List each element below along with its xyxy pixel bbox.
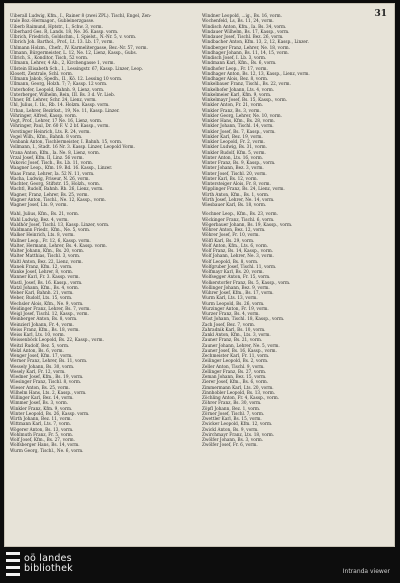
directory-entry: Wagner Anton, Tischl., Ne. 12, Kassp., vorm. <box>10 196 107 202</box>
directory-entry: Wanek Franz, Kfm. 12, vorm. <box>10 263 73 269</box>
directory-entry: Winkler Johann, Tischl. 14, vorm. <box>202 123 274 129</box>
directory-entry: Zinnhobler Leopold, Bs. 13, vorm. <box>202 389 276 395</box>
directory-entry: Wöhrer Josef, Fr. 10, vorm. <box>202 232 260 238</box>
directory-entry: Winkelhofer Johann, Lts. 4, vorm. <box>202 86 275 92</box>
directory-entry: Winter Anton, Lts. 16, vorm. <box>202 154 264 160</box>
directory-entry: Klosett, Zentrale, Schl. vorm. <box>10 70 74 76</box>
directory-entry: Winkler Josef, Bs. 7, Kassp., vorm. <box>202 128 276 134</box>
directory-entry: Wolfgruber Josef, Tischl. 11, vorm. <box>202 263 277 269</box>
directory-entry: Vonbank Anton, Tischlermeister, I. Bahnh. 15, vorm. <box>10 139 123 144</box>
directory-entry: Wolfsberger Hans, Bs. 14, vorm. <box>10 442 80 448</box>
directory-entry: Weinberger Anton, Bs. 8, vorm. <box>10 316 78 322</box>
logo-line-2: bibliothek <box>24 563 73 574</box>
directory-entry: Vöhringer, Paul, Dr. 60 F. V. 2 bf. Kassp., vorm. <box>10 123 110 129</box>
directory-entry: Weinzierl Johann, Fr. 4, vorm. <box>10 321 74 327</box>
directory-entry: Ullmann Jakob, Spedh., II., Kö. 12. Lessing 10 vorm. <box>10 76 123 81</box>
directory-entry: Waldhör Josef, Tischl. 13, Kassp. Linzer, vorm. <box>10 221 110 227</box>
directory-entry: Zankl Anton, Kfm., Lts. 3, vorm. <box>202 332 271 337</box>
directory-entry: Wurm Leopold, Bs. 26, vorm. <box>202 300 265 306</box>
directory-entry: Wimmer Josef, Bs. 3, vorm. <box>10 400 69 406</box>
directory-entry: Ullmann, Lehrer, 4 Ab., 2, Kirchengasse 1, vorm. <box>10 60 115 66</box>
directory-entry: Urban, Lehrer, Bezirkst., 19, Ne. 11, Kassp. Linzer. <box>10 107 120 113</box>
directory-entry: Vrana Anton, Kfm., Ia. Ne. 8, Lienz, vorm. <box>10 149 101 155</box>
directory-entry: Weissenböck Leopold, Bs. 22, Kassp., vorm. <box>10 337 104 343</box>
directory-entry: trale Boz.-Hermagor., Gubleinerzgasse. <box>10 18 95 24</box>
directory-entry: Wittmann Karl, Lts. 7, vorm. <box>10 421 72 427</box>
directory-entry: Wurzer Franz, Bs. 4, vorm. <box>202 311 260 316</box>
directory-entry: Wagner Josef, Lts. 9, vorm. <box>10 202 68 207</box>
directory-entry: Zellinger Franz, Bs. 27, vorm. <box>202 368 267 374</box>
directory-entry: Vogt, Prof., Lehrer, 17 Ne. 16, Lienz, vorm. <box>10 118 103 123</box>
directory-entry: Watzl Johann, Kfm., Bs. 4, vorm. <box>10 284 80 290</box>
directory-entry: Winkler Karl, Bez. 19, vorm. <box>202 133 263 139</box>
directory-entry: Windner Leopold, ...ig., Bs. 16, vorm. <box>202 13 282 18</box>
directory-entry: Windauer Josef, Tischl. Bez. 26, vorm. <box>202 34 284 39</box>
directory-entry: Unterhofer, Leopold, Bahnh. 9, Lienz, vorm. <box>10 86 105 92</box>
directory-entry: Winkelmayr Josef, Bs. 15, Kassp., vorm. <box>202 97 288 102</box>
directory-entry: Windbacher Anton, Kfm. 13, 2, 12, Kassp., Linzer. <box>202 39 309 45</box>
directory-entry: Weiss Franz, Kfm., Bs. 18, vorm. <box>10 326 80 332</box>
library-logo[interactable] <box>6 552 73 576</box>
directory-entry: Wührer Josef, Kfm., Bs. 17, vorm. <box>202 290 274 295</box>
directory-entry: Wahl, Julius, Kfm., Bs. 21, vorm. <box>10 211 80 217</box>
directory-entry: Wipplinger Franz, Bs. 24, Lienz, vorm. <box>202 186 285 192</box>
directory-entry: Weiss Karl, Lts. 10, vorm. <box>10 332 66 337</box>
directory-entry: Wögerbauer Johann, Bs. 19, Kassp., vorm. <box>202 221 293 227</box>
directory-entry: Ullstein Elisabeth Sch., I., Lessingstr. 67, Kassp. Linzer, Leop. <box>10 65 144 71</box>
directory-entry: Zimmermann Karl, Lts. 20, vorm. <box>202 384 274 390</box>
directory-entry: Wechsler Alois, Kfm., Ne. 9, vorm. <box>10 300 84 306</box>
directory-entry: Wachter, Georg, Stiftstr. 15, Holzh., vorm. <box>10 181 101 186</box>
directory-entry: Zwölfer Johann, Bs. 3, vorm. <box>202 437 264 442</box>
directory-entry: Weidinger Franz, Lehrer, Bs. 7, vorm. <box>10 305 91 311</box>
directory-entry: Winter Leopold, Bs. 26, Kassp. vorm. <box>10 410 90 416</box>
document-page <box>4 3 395 547</box>
directory-entry: Wögerer Anton, Bs. 13, vorm. <box>10 426 74 432</box>
logo-line-1: oö landes <box>24 553 72 564</box>
directory-entry: Waldmann Friedr., Kfm., Ne. 5, vorm. <box>10 227 91 232</box>
directory-entry: Winkler Ludwig, Bs. 31, vorm. <box>202 144 268 150</box>
directory-entry: Zwölfer Josef, Fr. 6, vorm. <box>202 442 258 448</box>
directory-entry: Wachtl, Rudolf, Bahnh. Rb. 26, Lienz, vorm. <box>10 186 104 192</box>
directory-entry: Wilhelm Hans, Lts. 2, Kassp., vorm. <box>10 389 87 395</box>
directory-entry: Weber, Rudolf, Lts. 15, vorm. <box>10 295 73 301</box>
directory-entry: Uiberall Ludwig, Kfm., I., Rainer 8 (zwei ZPL). Tischl, Engel, Zen- <box>10 13 152 18</box>
directory-entry: Uiberhard Ges. R, Lands. 18, Ne. 36. Kassp. vorm. <box>10 28 119 34</box>
directory-entry: Winkler Hans, Kfm., Bs. 28, vorm. <box>202 118 275 123</box>
directory-entry: Zörner Josef, Tischl. 7, vorm. <box>202 410 265 416</box>
directory-entry: Wolfsegger Anton, Fr. 15, vorm. <box>202 274 271 280</box>
directory-entry: Wirth Anton, Kfm., Bs. 1, vorm. <box>202 191 270 197</box>
directory-entry: Vukovic Josef, Tisch., Bs. Lb. 11, vorm. <box>10 160 94 165</box>
directory-entry: Windauer Wilhelm, Bs. 17, Kassp., vorm. <box>202 28 290 34</box>
directory-entry: Walter Matthias, Tischl. 3, vorm. <box>10 253 81 259</box>
directory-entry: Uhl, Julius, I. 1k., Rb. 14. Holzm. Kassp. vorm. <box>10 102 110 108</box>
directory-entry: Wiesbauer Karl, Bs. 18, vorm. <box>202 202 267 207</box>
directory-entry: Wolf Leopold, Bs. 8, vorm. <box>202 258 259 264</box>
directory-entry: Zwirchmayr Franz, Lts. 18, vorm. <box>202 431 275 437</box>
directory-entry: Ulbrich, Friedrich, Goldschm., I. Spielst., N.-Nr. 5, v. vorm. <box>10 34 137 39</box>
directory-entry: Zierer Josef, Kfm., Bs. 6, vorm. <box>202 379 269 385</box>
directory-entry: Windhofer Leop., Fr. 17, vorm. <box>202 65 268 71</box>
directory-entry: Wolf Franz, Bs. 14, Kassp., vorm. <box>202 248 274 253</box>
directory-entry: Uhner, Bf. Lehrer, Schr. 24, Lienz, vorm. <box>10 97 97 102</box>
directory-entry: Wiesinger Franz, Tischl. 8, vorm. <box>10 379 82 385</box>
directory-entry: Zwickl Anton, Bs. 9, vorm. <box>202 426 259 432</box>
library-logo-text <box>24 554 73 574</box>
directory-entry: Weigl Josef, Tischl. 12, Kassp., vorm. <box>10 311 89 316</box>
directory-entry: Wesely Karl, Fr. 12, vorm. <box>10 368 66 374</box>
directory-entry: Windisch Josef, I. Lb. 3, vorm. <box>202 55 267 60</box>
directory-entry: Wintersteiger Alois, Fr. 8, vorm. <box>202 181 271 186</box>
directory-entry: Winkelbauer Franz, Tischl., Bs. 22, vorm. <box>202 81 291 87</box>
directory-entry: Wöckinger Franz, Tischl. 6, vorm. <box>202 216 275 222</box>
directory-entry: Wolf Anton, Kfm., Lts. 6, vorm. <box>202 242 269 248</box>
directory-entry: Vrzal Josef, Kfm. II, Linz. 56 vorm. <box>10 154 84 160</box>
viewer-label: Intranda viewer <box>342 568 390 575</box>
directory-entry: Walter, Hermann, Lehrer, Bs. 4. Kassp. vorm. <box>10 242 107 248</box>
directory-entry: Wirth Josef, Lehrer, Ne. 14, vorm. <box>202 196 275 202</box>
directory-entry: Windisch Anton, Kfm., Ia. Bs. 34, vorm. <box>202 23 287 29</box>
directory-entry: Wenger Josef, Kfm. 17, vorm. <box>10 353 73 358</box>
directory-entry: Windhager Johann, Bs. 11, 14, 15, vorm. <box>202 49 289 55</box>
directory-entry: Wiedner Josef, Kfm., Bs. 19, vorm. <box>10 374 84 379</box>
directory-entry: Werner Franz, Lehrer, Bs. 11, vorm. <box>10 358 88 364</box>
directory-entry: Walker Heinrich, Lts. 8, vorm. <box>10 232 75 238</box>
left-column <box>10 13 192 453</box>
directory-entry: Wollinger Johann, Bez. 9, vorm. <box>202 284 270 290</box>
directory-entry: Ulmann, Bürgermeister, L. 12, Ne. 12, Lienz, Kassp., Gubs. <box>10 49 137 55</box>
directory-entry: Zwettler Karl, Bs. 15, vorm. <box>202 416 262 421</box>
directory-entry: Vogel Wilh., Kfm., Bahnh. 8 vorm. <box>10 133 83 139</box>
right-column <box>202 13 384 448</box>
directory-entry: Zach Josef, Bez. 7, vorm. <box>202 321 256 327</box>
directory-entry: Ulbrich Joh. Barthol., Prof., Lt. 13. Lb. 17, vorm. <box>10 39 114 45</box>
directory-entry: Vöhringer, Alfred, Kassp. vorm. <box>10 112 78 118</box>
directory-entry: Wessely Johann, Bs. 30, vorm. <box>10 363 75 369</box>
directory-entry: Zöhrer Franz, Bs. 30, vorm. <box>202 400 262 406</box>
directory-entry: Wahl Ludwig, Bez. 4, vorm. <box>10 216 69 222</box>
directory-entry: Winkler Rudolf, Kfm. 5, vorm. <box>202 149 266 155</box>
directory-entry: Ullmann, Georg, Holzh. 7; 7; Kassp. 12 vorm. <box>10 81 108 87</box>
directory-entry: Ullrich, S., Konditor, Tisch, 52 vorm. <box>10 55 89 60</box>
directory-entry: Winkler Georg, Lehrer, Ne. 10, vorm. <box>202 112 282 118</box>
directory-entry: Winkler Franz, Kfm. 9, vorm. <box>10 405 73 411</box>
directory-entry: Winter Johann, Bez. 3, vorm. <box>202 165 264 171</box>
directory-entry: Zöchling Anton, Fr. 4, Kassp., vorm. <box>202 395 280 400</box>
directory-entry: Unterberger, Wilhelm, Rein, III. Bs. 3 d. Vr. Lieb. <box>10 91 116 97</box>
directory-entry: Wölfl Karl, Bs. 29, vorm. <box>202 237 255 243</box>
directory-entry: Wüst Johann, Tischl. 18, Kassp., vorm. <box>202 316 285 322</box>
directory-entry: Vollmann, I., Stadt. 16 Nr. 3. Kassp. Linzer, Leopold Vorm. <box>10 144 135 150</box>
directory-entry: Winkler Anton, Fr. 21, vorm. <box>202 102 264 108</box>
directory-entry: Windmann Karl, Kfm., Bs. 6, vorm. <box>202 60 277 66</box>
directory-entry: Uiberb Raimund, Hptstr., I., Schw. 3, vorm. <box>10 23 103 29</box>
directory-entry: Wastl, Josef, Bs. 16. Kassp., vorm. <box>10 279 83 285</box>
directory-entry: Wolfmayr Karl, Bs. 20, vorm. <box>202 269 264 274</box>
directory-entry: Zauner Franz, Bs. 21, vorm. <box>202 337 263 343</box>
directory-entry: Waagner Leop., Kfm. 19. Bd. 16. Kassp., Linzer. <box>10 165 113 171</box>
page-number: 31 <box>374 9 387 19</box>
directory-entry: Windhager Alois, Bez. 8, vorm. <box>202 76 269 81</box>
directory-entry: Welzl Anton, Bs. 6, vorm. <box>10 347 64 353</box>
directory-entry: Wolf Josef, Kfm., Bs. 27, vorm. <box>10 437 75 442</box>
library-logo-icon <box>6 552 20 576</box>
directory-entry: Wieser Anton, Bs. 25, vorm. <box>10 384 70 390</box>
directory-entry: Waltl Anton, Bez. 22, Lienz, vorm. <box>10 258 83 264</box>
directory-entry: Wagner, Franz, Lehrer, Bs. 25, vorm. <box>10 191 89 197</box>
directory-entry: Wochner Leop., Kfm., Bs. 23, vorm. <box>202 211 278 217</box>
directory-entry: Wacha, Ludwig, Friseur, N. 26, vorm. <box>10 175 90 181</box>
directory-entry: Zwicker Leopold, Kfm. 12, vorm. <box>202 421 273 427</box>
directory-entry: Wanner Karl, Fr. 3. Kassp. vorm. <box>10 274 80 280</box>
directory-entry: Winter Karl, Bs. 12, vorm. <box>202 175 258 181</box>
directory-entry: Wolkerstorfer Franz, Bs. 5, Kassp., vorm. <box>202 279 291 285</box>
directory-entry: Waas Franz, Lehrer, Ia. 52 N. 11, vorm. <box>10 170 95 176</box>
directory-entry: Wöhrer Anton, Bez. 12, vorm. <box>202 227 266 232</box>
directory-entry: Wochenfeld, Ls, Bs. 11, 24, vorm. <box>202 18 274 24</box>
directory-entry: Zauner Josef, Bs. 16, Kassp., vorm. <box>202 347 277 353</box>
directory-entry: Wolf Johann, Lehrer, Ne. 3, vorm. <box>202 253 274 259</box>
directory-entry: Zeilinger Leopold, Bs. 2, vorm. <box>202 358 269 364</box>
directory-entry: Zahradnik Karl, Bs. 10, vorm. <box>202 326 266 332</box>
directory-entry: Zeller Anton, Tischl. 9, vorm. <box>202 363 265 369</box>
directory-entry: Wohlmuth Franz, Fr. 5, vorm. <box>10 431 74 437</box>
directory-entry: Weitzl Rudolf, Bez. 5, vorm. <box>10 342 70 348</box>
directory-entry: Windhager Anton, Bs. 12, 13, Kassp., Lienz, vorm. <box>202 70 310 76</box>
directory-entry: Wanke Josef, Lehrer, 8, vorm. <box>10 269 74 274</box>
directory-entry: Zechmeister Karl, Fr. 11, vorm. <box>202 353 270 358</box>
directory-entry: Wurm Georg, Tischl., Ne. 6, vorm. <box>10 447 84 453</box>
directory-entry: Weber Karl, Bahnh. 21, vorm. <box>10 290 74 295</box>
directory-entry: Walter Johann, Kfm., Bs. 20, vorm. <box>10 248 85 253</box>
directory-entry: Wurzinger Anton, Fr. 19, vorm. <box>202 305 269 311</box>
directory-entry: Winkler Franz, Bs. 3, vorm. <box>202 107 261 113</box>
directory-entry: Uhlmann Holzm., Chefr., IV. Karmelitergasse, Bez.-Nr. 57, vorm. <box>10 44 148 50</box>
directory-entry: Winkler Leopold, Fr. 2, vorm. <box>202 139 265 144</box>
directory-entry: Wallner Leop., Fr. 12, 6, Kassp. vorm. <box>10 237 91 243</box>
directory-entry: Windberger Franz, Lehrer, Ne. 18, vorm. <box>202 44 290 50</box>
directory-entry: Zauner Johann, Lehrer, Ne. 5, vorm. <box>202 342 280 348</box>
directory-entry: Wurm Karl, Lts. 13, vorm. <box>202 295 258 301</box>
directory-entry: Vorstinger Heinrich, Lts. R. 24, vorm. <box>10 128 91 134</box>
directory-entry: Zeman Johann, Bez. 15, vorm. <box>202 374 267 379</box>
directory-entry: Winter Franz, Bs. 9, Kassp., vorm. <box>202 160 276 165</box>
directory-entry: Zöpfl Johann, Bez. 1, vorm. <box>202 405 261 411</box>
directory-entry: Winter Josef, Tischl. 20, vorm. <box>202 170 267 176</box>
directory-entry: Wirth Johann, Bez. 11, vorm. <box>10 416 72 421</box>
directory-entry: Winkelmeier Karl, Kfm. 9, vorm. <box>202 91 272 97</box>
directory-entry: Willinger Karl, Bez. 14, vorm. <box>10 395 74 400</box>
